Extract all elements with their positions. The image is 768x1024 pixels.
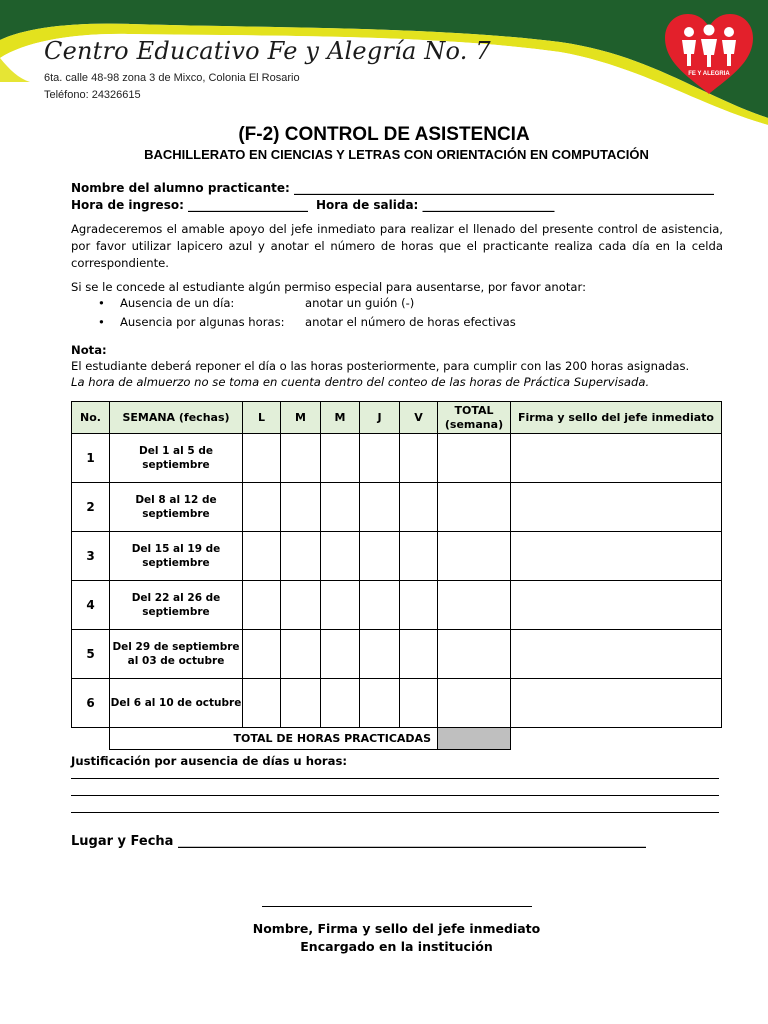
cell-friday[interactable] — [400, 581, 438, 630]
cell-wednesday[interactable] — [321, 581, 360, 630]
cell-signature[interactable] — [511, 483, 722, 532]
justification-line[interactable] — [71, 812, 719, 813]
cell-monday[interactable] — [243, 483, 281, 532]
cell-signature[interactable] — [511, 630, 722, 679]
row-number: 2 — [72, 483, 110, 532]
cell-signature[interactable] — [511, 581, 722, 630]
cell-friday[interactable] — [400, 483, 438, 532]
school-name: Centro Educativo Fe y Alegría No. 7 — [44, 37, 491, 65]
row-number: 6 — [72, 679, 110, 728]
table-row — [72, 581, 722, 630]
cell-thursday[interactable] — [360, 434, 400, 483]
cell-friday[interactable] — [400, 434, 438, 483]
justification-label: Justificación por ausencia de días u horas: — [71, 754, 348, 768]
cell-friday[interactable] — [400, 532, 438, 581]
header-total: TOTAL (semana) — [438, 402, 511, 434]
row-week: Del 22 al 26 de septiembre — [110, 581, 243, 630]
intro-paragraph: Agradeceremos el amable apoyo del jefe inmediato para realizar el llenado del presente control de asistencia, por favor utilizar lapicero azul y anotar el número de horas que el practicante realiza cada día en la celda correspondiente. — [71, 222, 723, 270]
table-row — [72, 630, 722, 679]
logo-text: FE Y ALEGRIA — [688, 71, 730, 77]
header-tuesday: M — [281, 402, 321, 434]
absence-hours-value: anotar el número de horas efectivas — [305, 315, 516, 329]
signature-sublabel: Encargado en la institución — [300, 939, 493, 954]
student-name-field[interactable]: Nombre del alumno practicante: ______________________________________________________________________ — [71, 181, 715, 195]
cell-thursday[interactable] — [360, 679, 400, 728]
row-number: 5 — [72, 630, 110, 679]
absence-hours-label: Ausencia por algunas horas: — [120, 315, 285, 329]
row-number: 3 — [72, 532, 110, 581]
cell-monday[interactable] — [243, 532, 281, 581]
row-week: Del 6 al 10 de octubre — [110, 679, 243, 728]
cell-thursday[interactable] — [360, 483, 400, 532]
school-address: 6ta. calle 48-98 zona 3 de Mixco, Colonia El Rosario — [44, 72, 300, 84]
permission-text: Si se le concede al estudiante algún permiso especial para ausentarse, por favor anotar: — [71, 280, 586, 294]
place-date-field[interactable]: Lugar y Fecha ________________________________________________________________________ — [71, 834, 646, 849]
cell-total[interactable] — [438, 581, 511, 630]
note-line-2: La hora de almuerzo no se toma en cuenta dentro del conteo de las horas de Práctica Supervisada. — [71, 375, 650, 389]
cell-monday[interactable] — [243, 434, 281, 483]
header-signature: Firma y sello del jefe inmediato — [511, 402, 722, 434]
note-line-1: El estudiante deberá reponer el día o las horas posteriormente, para cumplir con las 200 horas asignadas. — [71, 359, 690, 373]
table-footer-row — [72, 728, 722, 750]
school-phone: Teléfono: 24326615 — [44, 89, 141, 101]
cell-signature[interactable] — [511, 532, 722, 581]
row-number: 1 — [72, 434, 110, 483]
row-week: Del 29 de septiembre al 03 de octubre — [110, 630, 243, 679]
note-label: Nota: — [71, 343, 107, 357]
cell-tuesday[interactable] — [281, 581, 321, 630]
cell-friday[interactable] — [400, 630, 438, 679]
cell-wednesday[interactable] — [321, 532, 360, 581]
page-subtitle: BACHILLERATO EN CIENCIAS Y LETRAS CON ORIENTACIÓN EN COMPUTACIÓN — [144, 147, 649, 162]
footer-spacer — [511, 728, 722, 750]
bullet-icon: • — [98, 315, 105, 329]
signature-label: Nombre, Firma y sello del jefe inmediato — [252, 921, 541, 936]
table-row — [72, 434, 722, 483]
cell-total[interactable] — [438, 483, 511, 532]
cell-monday[interactable] — [243, 630, 281, 679]
table-header-row — [72, 402, 722, 434]
entry-time-field[interactable]: Hora de ingreso: ____________________ — [71, 198, 309, 212]
header-monday: L — [243, 402, 281, 434]
exit-time-field[interactable]: Hora de salida: ______________________ — [316, 198, 555, 212]
justification-line[interactable] — [71, 778, 719, 779]
bullet-icon: • — [98, 296, 105, 310]
cell-thursday[interactable] — [360, 630, 400, 679]
cell-wednesday[interactable] — [321, 483, 360, 532]
page-title: (F-2) CONTROL DE ASISTENCIA — [238, 124, 530, 145]
footer-total-label: TOTAL DE HORAS PRACTICADAS — [110, 728, 438, 750]
row-week: Del 8 al 12 de septiembre — [110, 483, 243, 532]
header-friday: V — [400, 402, 438, 434]
absence-day-value: anotar un guión (-) — [305, 296, 415, 310]
cell-wednesday[interactable] — [321, 679, 360, 728]
absence-day-label: Ausencia de un día: — [120, 296, 235, 310]
cell-total[interactable] — [438, 532, 511, 581]
cell-signature[interactable] — [511, 679, 722, 728]
cell-tuesday[interactable] — [281, 630, 321, 679]
attendance-table — [71, 401, 722, 750]
table-row — [72, 679, 722, 728]
cell-tuesday[interactable] — [281, 483, 321, 532]
row-week: Del 1 al 5 de septiembre — [110, 434, 243, 483]
cell-wednesday[interactable] — [321, 434, 360, 483]
document-header — [0, 0, 768, 125]
cell-wednesday[interactable] — [321, 630, 360, 679]
cell-total[interactable] — [438, 630, 511, 679]
footer-total-cell[interactable] — [438, 728, 511, 750]
row-number: 4 — [72, 581, 110, 630]
row-week: Del 15 al 19 de septiembre — [110, 532, 243, 581]
justification-line[interactable] — [71, 795, 719, 796]
header-thursday: J — [360, 402, 400, 434]
footer-spacer — [72, 728, 110, 750]
signature-line[interactable] — [262, 906, 532, 907]
cell-total[interactable] — [438, 679, 511, 728]
cell-tuesday[interactable] — [281, 532, 321, 581]
cell-tuesday[interactable] — [281, 679, 321, 728]
cell-monday[interactable] — [243, 581, 281, 630]
table-row — [72, 483, 722, 532]
table-row — [72, 532, 722, 581]
cell-total[interactable] — [438, 434, 511, 483]
cell-thursday[interactable] — [360, 532, 400, 581]
cell-monday[interactable] — [243, 679, 281, 728]
cell-friday[interactable] — [400, 679, 438, 728]
cell-tuesday[interactable] — [281, 434, 321, 483]
fe-y-alegria-logo — [663, 12, 755, 96]
cell-signature[interactable] — [511, 434, 722, 483]
header-week: SEMANA (fechas) — [110, 402, 243, 434]
header-no: No. — [72, 402, 110, 434]
header-wednesday: M — [321, 402, 360, 434]
cell-thursday[interactable] — [360, 581, 400, 630]
